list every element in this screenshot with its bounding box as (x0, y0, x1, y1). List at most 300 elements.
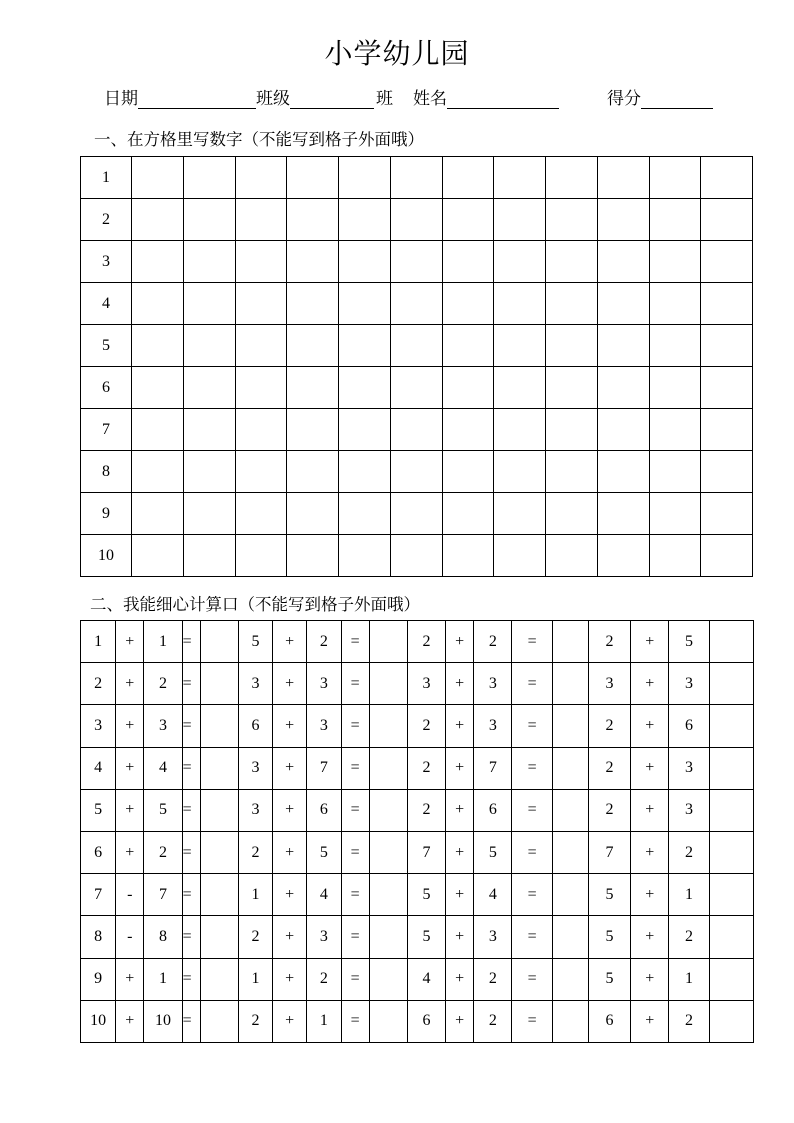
answer-cell[interactable] (369, 916, 407, 958)
answer-cell[interactable] (200, 1000, 238, 1042)
writing-cell[interactable] (649, 325, 701, 367)
equals-sign: = (182, 916, 200, 958)
operator: + (273, 789, 307, 831)
writing-cell[interactable] (701, 283, 753, 325)
writing-cell[interactable] (546, 325, 598, 367)
writing-cell[interactable] (287, 451, 339, 493)
writing-cell[interactable] (287, 241, 339, 283)
writing-cell[interactable] (235, 241, 287, 283)
answer-cell[interactable] (369, 747, 407, 789)
operand-a: 5 (81, 789, 116, 831)
writing-cell[interactable] (183, 199, 235, 241)
operand-a: 7 (407, 831, 445, 873)
operator: + (116, 621, 144, 663)
writing-cell[interactable] (339, 199, 391, 241)
row-number: 9 (81, 493, 132, 535)
answer-cell[interactable] (200, 916, 238, 958)
answer-cell[interactable] (552, 705, 588, 747)
operand-b: 1 (144, 958, 182, 1000)
writing-cell[interactable] (701, 157, 753, 199)
student-info-row (104, 84, 713, 109)
operand-a: 2 (81, 663, 116, 705)
writing-cell[interactable] (597, 493, 649, 535)
writing-cell[interactable] (183, 535, 235, 577)
writing-cell[interactable] (546, 241, 598, 283)
writing-cell[interactable] (494, 283, 546, 325)
writing-cell[interactable] (546, 535, 598, 577)
operator: + (631, 958, 669, 1000)
operator: + (273, 705, 307, 747)
operator: + (446, 874, 474, 916)
writing-cell[interactable] (287, 199, 339, 241)
operand-a: 3 (81, 705, 116, 747)
writing-cell[interactable] (132, 199, 184, 241)
score-label: 得分 (607, 89, 641, 109)
operand-b: 5 (669, 621, 709, 663)
writing-cell[interactable] (494, 535, 546, 577)
writing-cell[interactable] (339, 283, 391, 325)
operand-b: 2 (144, 663, 182, 705)
operator: + (446, 789, 474, 831)
writing-cell[interactable] (442, 157, 494, 199)
section1-title: 一、在方格里写数字（不能写到格子外面哦） (94, 130, 424, 149)
answer-cell[interactable] (369, 789, 407, 831)
operand-b: 1 (669, 958, 709, 1000)
arithmetic-row (81, 621, 754, 663)
equals-sign: = (341, 916, 369, 958)
row-number: 3 (81, 241, 132, 283)
operand-a: 2 (588, 621, 630, 663)
writing-cell[interactable] (287, 325, 339, 367)
writing-cell[interactable] (339, 241, 391, 283)
operator: + (116, 747, 144, 789)
operand-a: 4 (407, 958, 445, 1000)
answer-cell[interactable] (200, 789, 238, 831)
operator: + (273, 663, 307, 705)
writing-cell[interactable] (494, 241, 546, 283)
equals-sign: = (341, 958, 369, 1000)
answer-cell[interactable] (709, 747, 753, 789)
writing-cell[interactable] (649, 535, 701, 577)
writing-cell[interactable] (649, 199, 701, 241)
writing-cell[interactable] (649, 451, 701, 493)
row-number: 8 (81, 451, 132, 493)
equals-sign: = (512, 663, 552, 705)
answer-cell[interactable] (709, 874, 753, 916)
writing-cell[interactable] (701, 199, 753, 241)
writing-cell[interactable] (235, 409, 287, 451)
writing-cell[interactable] (546, 283, 598, 325)
writing-cell[interactable] (339, 367, 391, 409)
equals-sign: = (182, 747, 200, 789)
answer-cell[interactable] (709, 831, 753, 873)
writing-cell[interactable] (546, 199, 598, 241)
answer-cell[interactable] (552, 747, 588, 789)
operator: + (446, 958, 474, 1000)
writing-cell[interactable] (701, 241, 753, 283)
row-number: 7 (81, 409, 132, 451)
answer-cell[interactable] (552, 621, 588, 663)
writing-cell[interactable] (442, 451, 494, 493)
writing-cell[interactable] (183, 157, 235, 199)
writing-cell[interactable] (132, 325, 184, 367)
operand-b: 4 (474, 874, 512, 916)
answer-cell[interactable] (709, 705, 753, 747)
operand-a: 5 (407, 916, 445, 958)
writing-cell[interactable] (442, 493, 494, 535)
answer-cell[interactable] (709, 663, 753, 705)
operand-a: 2 (588, 705, 630, 747)
score-field[interactable] (641, 90, 713, 109)
page-title: 小学幼儿园 (324, 37, 470, 70)
operator: + (116, 831, 144, 873)
equals-sign: = (182, 831, 200, 873)
writing-cell[interactable] (287, 409, 339, 451)
operand-b: 3 (474, 705, 512, 747)
writing-cell[interactable] (132, 157, 184, 199)
writing-cell[interactable] (649, 283, 701, 325)
operator: + (273, 874, 307, 916)
operand-a: 2 (238, 916, 272, 958)
arithmetic-row (81, 1000, 754, 1042)
writing-cell[interactable] (390, 535, 442, 577)
answer-cell[interactable] (552, 874, 588, 916)
writing-cell[interactable] (339, 493, 391, 535)
operator: + (446, 663, 474, 705)
equals-sign: = (341, 789, 369, 831)
writing-cell[interactable] (339, 157, 391, 199)
writing-cell[interactable] (339, 409, 391, 451)
writing-cell[interactable] (442, 409, 494, 451)
writing-cell[interactable] (390, 325, 442, 367)
equals-sign: = (512, 789, 552, 831)
writing-cell[interactable] (183, 325, 235, 367)
writing-cell[interactable] (546, 493, 598, 535)
operator: + (273, 958, 307, 1000)
operator: + (446, 621, 474, 663)
writing-cell[interactable] (701, 367, 753, 409)
operand-b: 2 (307, 958, 341, 1000)
operator: + (631, 663, 669, 705)
operand-b: 10 (144, 1000, 182, 1042)
writing-cell[interactable] (339, 535, 391, 577)
operand-b: 2 (669, 831, 709, 873)
operator: + (631, 874, 669, 916)
writing-cell[interactable] (132, 535, 184, 577)
operator: + (273, 621, 307, 663)
operand-a: 3 (238, 747, 272, 789)
writing-row (81, 451, 753, 493)
equals-sign: = (341, 874, 369, 916)
operator: + (446, 831, 474, 873)
operand-b: 3 (669, 663, 709, 705)
writing-cell[interactable] (390, 241, 442, 283)
writing-cell[interactable] (597, 451, 649, 493)
operand-b: 3 (474, 663, 512, 705)
operand-b: 8 (144, 916, 182, 958)
writing-cell[interactable] (287, 535, 339, 577)
answer-cell[interactable] (369, 705, 407, 747)
operand-b: 3 (144, 705, 182, 747)
equals-sign: = (512, 705, 552, 747)
answer-cell[interactable] (552, 789, 588, 831)
writing-cell[interactable] (494, 325, 546, 367)
answer-cell[interactable] (200, 705, 238, 747)
writing-cell[interactable] (132, 409, 184, 451)
date-field[interactable] (138, 90, 256, 109)
operand-b: 5 (307, 831, 341, 873)
writing-cell[interactable] (442, 199, 494, 241)
writing-cell[interactable] (546, 451, 598, 493)
writing-cell[interactable] (597, 325, 649, 367)
row-number: 6 (81, 367, 132, 409)
operand-a: 5 (588, 916, 630, 958)
answer-cell[interactable] (709, 916, 753, 958)
operand-a: 1 (81, 621, 116, 663)
equals-sign: = (341, 1000, 369, 1042)
writing-cell[interactable] (235, 367, 287, 409)
answer-cell[interactable] (369, 663, 407, 705)
operator: + (631, 747, 669, 789)
writing-cell[interactable] (132, 367, 184, 409)
operand-a: 2 (407, 747, 445, 789)
writing-cell[interactable] (390, 367, 442, 409)
answer-cell[interactable] (552, 916, 588, 958)
writing-cell[interactable] (597, 535, 649, 577)
writing-cell[interactable] (132, 283, 184, 325)
writing-cell[interactable] (442, 325, 494, 367)
operator: + (631, 916, 669, 958)
operand-b: 3 (669, 747, 709, 789)
operand-a: 3 (588, 663, 630, 705)
answer-cell[interactable] (709, 789, 753, 831)
date-label: 日期 (104, 89, 138, 109)
writing-cell[interactable] (597, 157, 649, 199)
writing-cell[interactable] (287, 367, 339, 409)
answer-cell[interactable] (200, 663, 238, 705)
operand-b: 7 (474, 747, 512, 789)
writing-row (81, 325, 753, 367)
writing-cell[interactable] (597, 367, 649, 409)
arithmetic-row (81, 747, 754, 789)
answer-cell[interactable] (200, 747, 238, 789)
writing-cell[interactable] (649, 409, 701, 451)
operand-b: 2 (474, 958, 512, 1000)
writing-cell[interactable] (494, 409, 546, 451)
writing-cell[interactable] (235, 325, 287, 367)
operand-b: 1 (307, 1000, 341, 1042)
writing-row (81, 409, 753, 451)
equals-sign: = (341, 705, 369, 747)
writing-cell[interactable] (494, 451, 546, 493)
operator: + (631, 831, 669, 873)
writing-cell[interactable] (235, 283, 287, 325)
writing-cell[interactable] (183, 367, 235, 409)
writing-cell[interactable] (546, 409, 598, 451)
equals-sign: = (182, 789, 200, 831)
answer-cell[interactable] (552, 1000, 588, 1042)
row-number: 1 (81, 157, 132, 199)
writing-cell[interactable] (235, 199, 287, 241)
writing-cell[interactable] (287, 283, 339, 325)
writing-cell[interactable] (442, 367, 494, 409)
operand-b: 7 (307, 747, 341, 789)
answer-cell[interactable] (200, 874, 238, 916)
writing-row (81, 493, 753, 535)
writing-row (81, 157, 753, 199)
writing-cell[interactable] (494, 199, 546, 241)
writing-cell[interactable] (390, 199, 442, 241)
writing-cell[interactable] (235, 535, 287, 577)
answer-cell[interactable] (552, 831, 588, 873)
writing-cell[interactable] (597, 241, 649, 283)
writing-cell[interactable] (132, 493, 184, 535)
writing-cell[interactable] (546, 367, 598, 409)
equals-sign: = (182, 874, 200, 916)
name-field[interactable] (447, 90, 559, 109)
arithmetic-row (81, 874, 754, 916)
equals-sign: = (182, 958, 200, 1000)
writing-cell[interactable] (494, 367, 546, 409)
writing-cell[interactable] (649, 157, 701, 199)
writing-row (81, 535, 753, 577)
row-number: 4 (81, 283, 132, 325)
answer-cell[interactable] (369, 958, 407, 1000)
answer-cell[interactable] (709, 958, 753, 1000)
operand-b: 2 (307, 621, 341, 663)
operand-b: 5 (474, 831, 512, 873)
answer-cell[interactable] (709, 1000, 753, 1042)
writing-cell[interactable] (183, 451, 235, 493)
class-field[interactable] (290, 90, 374, 109)
writing-row (81, 199, 753, 241)
writing-cell[interactable] (235, 157, 287, 199)
writing-cell[interactable] (649, 367, 701, 409)
writing-cell[interactable] (442, 283, 494, 325)
equals-sign: = (341, 747, 369, 789)
answer-cell[interactable] (369, 1000, 407, 1042)
answer-cell[interactable] (200, 831, 238, 873)
writing-cell[interactable] (132, 451, 184, 493)
operand-b: 3 (307, 916, 341, 958)
operand-a: 3 (238, 789, 272, 831)
arithmetic-row (81, 789, 754, 831)
writing-cell[interactable] (390, 409, 442, 451)
operand-a: 6 (407, 1000, 445, 1042)
writing-cell[interactable] (701, 409, 753, 451)
writing-cell[interactable] (649, 493, 701, 535)
writing-cell[interactable] (701, 451, 753, 493)
operator: + (116, 1000, 144, 1042)
equals-sign: = (341, 621, 369, 663)
writing-cell[interactable] (442, 535, 494, 577)
writing-cell[interactable] (701, 535, 753, 577)
writing-cell[interactable] (390, 451, 442, 493)
writing-cell[interactable] (597, 283, 649, 325)
writing-cell[interactable] (546, 157, 598, 199)
operand-b: 1 (669, 874, 709, 916)
answer-cell[interactable] (552, 958, 588, 1000)
writing-cell[interactable] (339, 451, 391, 493)
operand-a: 2 (588, 747, 630, 789)
equals-sign: = (512, 621, 552, 663)
answer-cell[interactable] (552, 663, 588, 705)
equals-sign: = (182, 663, 200, 705)
operator: + (116, 705, 144, 747)
operand-b: 5 (144, 789, 182, 831)
operand-a: 2 (238, 1000, 272, 1042)
writing-cell[interactable] (183, 493, 235, 535)
writing-cell[interactable] (597, 409, 649, 451)
writing-cell[interactable] (494, 157, 546, 199)
operator: + (116, 958, 144, 1000)
operand-b: 2 (669, 1000, 709, 1042)
answer-cell[interactable] (200, 958, 238, 1000)
operand-a: 8 (81, 916, 116, 958)
operand-b: 6 (474, 789, 512, 831)
writing-cell[interactable] (390, 283, 442, 325)
writing-cell[interactable] (701, 325, 753, 367)
answer-cell[interactable] (709, 621, 753, 663)
arithmetic-row (81, 958, 754, 1000)
operator: - (116, 874, 144, 916)
answer-cell[interactable] (200, 621, 238, 663)
operand-b: 6 (307, 789, 341, 831)
writing-cell[interactable] (390, 493, 442, 535)
writing-cell[interactable] (390, 157, 442, 199)
writing-cell[interactable] (183, 409, 235, 451)
equals-sign: = (512, 916, 552, 958)
operand-a: 3 (407, 663, 445, 705)
writing-cell[interactable] (183, 283, 235, 325)
class-suffix: 班 (376, 89, 393, 109)
answer-cell[interactable] (369, 621, 407, 663)
section2-title: 二、我能细心计算口（不能写到格子外面哦） (90, 595, 420, 614)
answer-cell[interactable] (369, 831, 407, 873)
writing-cell[interactable] (235, 451, 287, 493)
writing-cell[interactable] (183, 241, 235, 283)
operand-a: 5 (588, 958, 630, 1000)
operand-a: 7 (81, 874, 116, 916)
arithmetic-row (81, 705, 754, 747)
writing-cell[interactable] (235, 493, 287, 535)
writing-cell[interactable] (132, 241, 184, 283)
writing-cell[interactable] (442, 241, 494, 283)
writing-cell[interactable] (287, 493, 339, 535)
operator: + (631, 705, 669, 747)
operand-a: 3 (238, 663, 272, 705)
writing-cell[interactable] (649, 241, 701, 283)
answer-cell[interactable] (369, 874, 407, 916)
operator: - (116, 916, 144, 958)
equals-sign: = (512, 958, 552, 1000)
row-number: 10 (81, 535, 132, 577)
writing-cell[interactable] (701, 493, 753, 535)
writing-cell[interactable] (339, 325, 391, 367)
operand-a: 1 (238, 874, 272, 916)
operand-a: 2 (238, 831, 272, 873)
operand-b: 3 (669, 789, 709, 831)
writing-row (81, 367, 753, 409)
writing-cell[interactable] (287, 157, 339, 199)
operator: + (631, 1000, 669, 1042)
writing-cell[interactable] (597, 199, 649, 241)
operand-b: 1 (144, 621, 182, 663)
equals-sign: = (512, 831, 552, 873)
writing-cell[interactable] (494, 493, 546, 535)
operand-b: 2 (474, 621, 512, 663)
operand-b: 3 (307, 663, 341, 705)
